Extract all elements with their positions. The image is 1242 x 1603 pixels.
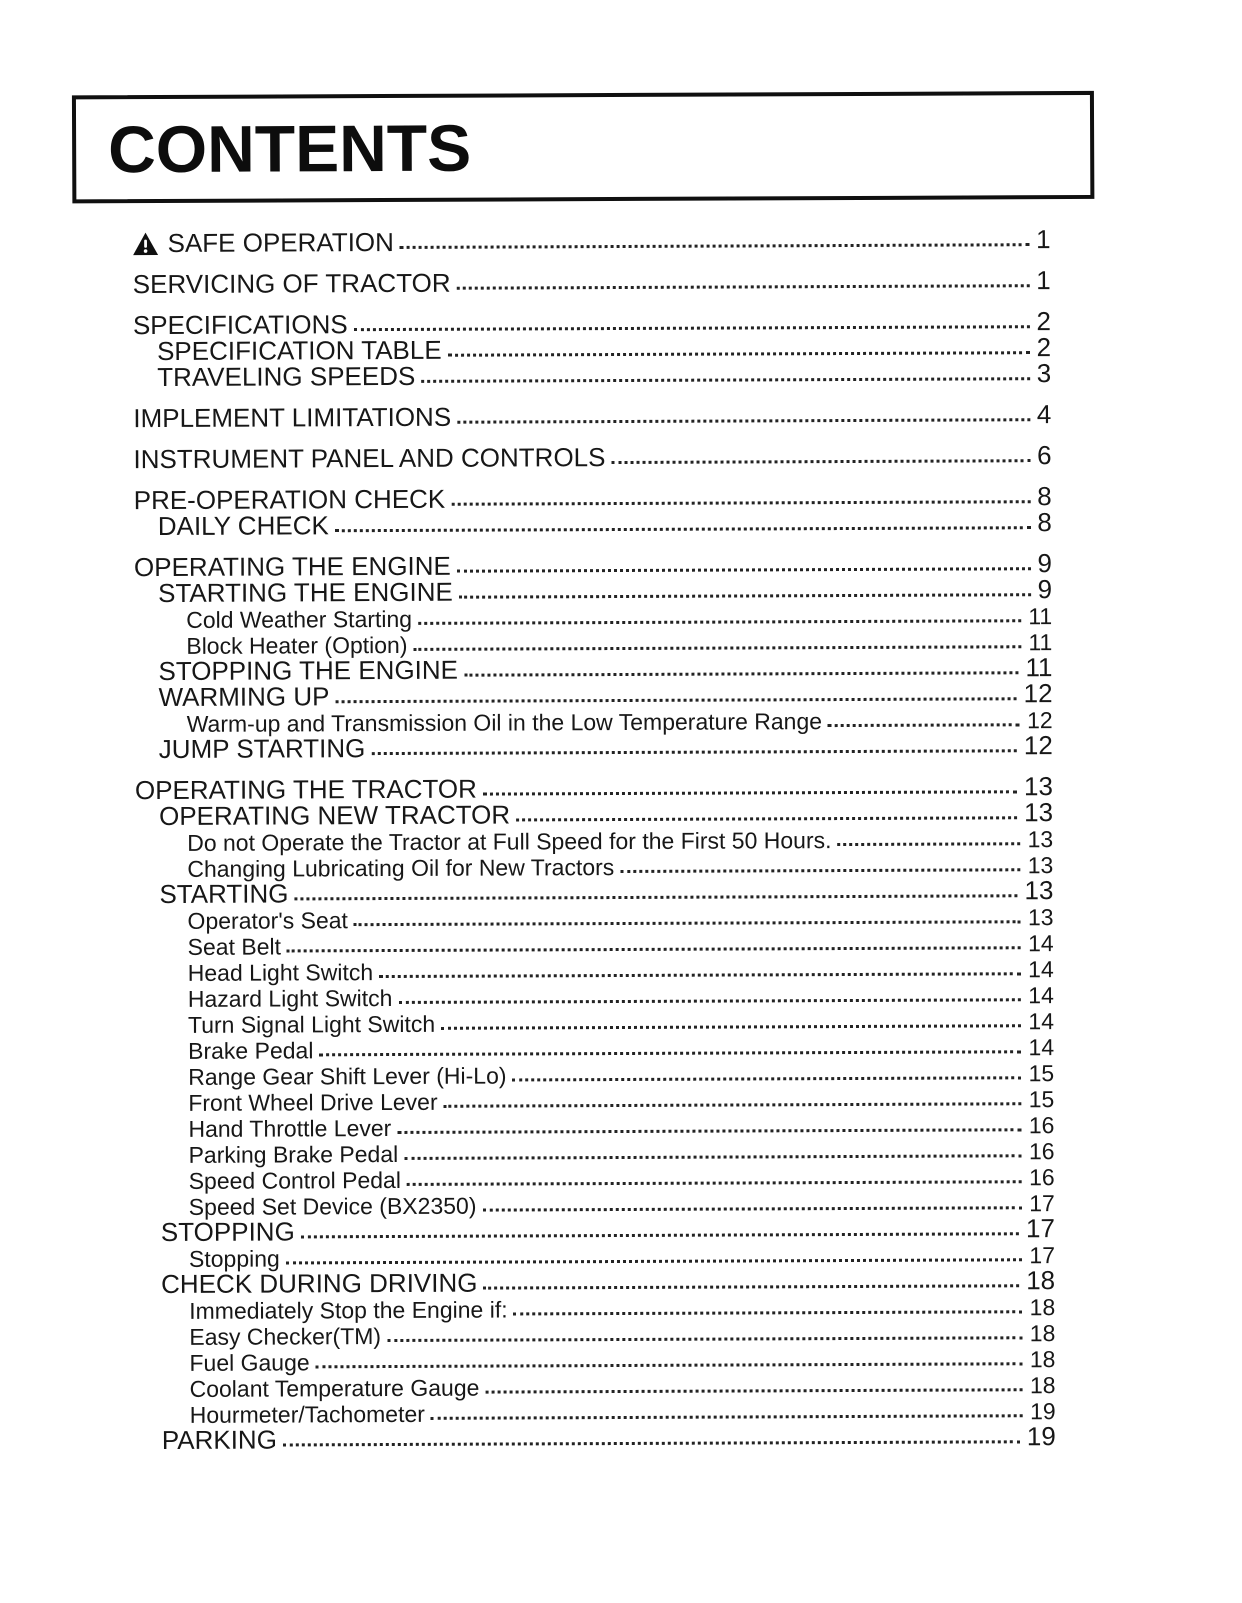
toc-list [132, 211, 1056, 1456]
page-number: 14 [1028, 1008, 1055, 1035]
toc-entry [135, 875, 1054, 910]
dot-leader [611, 459, 1030, 464]
page-number: 3 [1036, 358, 1052, 389]
toc-entry [136, 1059, 1054, 1089]
dot-leader [620, 868, 1020, 873]
toc-entry-label: Hazard Light Switch [187, 984, 393, 1012]
dot-leader [459, 593, 1031, 598]
page-number: 18 [1029, 1294, 1056, 1321]
toc-entry-label: STARTING THE ENGINE [158, 576, 453, 609]
toc-entry [134, 652, 1053, 687]
page-number: 16 [1028, 1112, 1055, 1139]
toc-entry [137, 1163, 1055, 1193]
page-title: CONTENTS [107, 110, 472, 187]
toc-entry [132, 306, 1051, 341]
page-number: 15 [1028, 1086, 1055, 1113]
page-number: 11 [1025, 652, 1053, 683]
toc-entry-label: Hand Throttle Lever [188, 1115, 392, 1142]
page-number: 2 [1036, 306, 1051, 337]
dot-leader [448, 351, 1030, 357]
page-number: 11 [1028, 629, 1053, 656]
toc-entry [136, 1033, 1054, 1063]
toc-entry-label: CHECK DURING DRIVING [161, 1267, 478, 1300]
toc-entry [138, 1421, 1056, 1456]
page-number: 9 [1037, 548, 1053, 579]
dot-leader [441, 1024, 1021, 1030]
toc-entry [134, 507, 1052, 542]
dot-leader [828, 723, 1020, 727]
dot-leader [387, 1336, 1023, 1342]
toc-entry-label: Do not Operate the Tractor at Full Speed for the First 50 Hours. [187, 827, 832, 856]
toc-entry [133, 226, 1051, 256]
toc-entry-label: Coolant Temperature Gauge [189, 1374, 480, 1402]
toc-entry [133, 440, 1052, 475]
toc-entry [137, 1319, 1055, 1349]
toc-entry-label: SPECIFICATIONS [132, 309, 348, 341]
toc-entry-label: Seat Belt [187, 933, 282, 960]
toc-entry [136, 1137, 1054, 1167]
dot-leader [457, 284, 1030, 289]
toc-entry-label: OPERATING NEW TRACTOR [159, 799, 511, 832]
toc-entry [134, 602, 1052, 632]
dot-leader [316, 1362, 1023, 1368]
dot-leader [457, 567, 1031, 573]
toc-entry-label: STARTING [159, 878, 289, 910]
dot-leader [418, 619, 1021, 625]
toc-entry-label: Cold Weather Starting [186, 605, 413, 633]
toc-entry [135, 825, 1053, 855]
page-number: 9 [1037, 574, 1053, 605]
dot-leader [294, 894, 1017, 900]
toc-entry-label: Range Gear Shift Lever (Hi-Lo) [188, 1062, 507, 1090]
page-number: 18 [1029, 1346, 1056, 1373]
page-number: 12 [1027, 707, 1053, 734]
dot-leader [335, 526, 1031, 532]
page-number: 14 [1028, 956, 1054, 983]
warning-triangle-icon [133, 232, 159, 256]
page-number: 12 [1023, 730, 1053, 761]
toc-entry-label: Changing Lubricating Oil for New Tractors [187, 854, 615, 882]
dot-leader [485, 1388, 1023, 1393]
toc-entry-label: Head Light Switch [187, 959, 374, 986]
toc-entry [132, 265, 1051, 300]
page-number: 19 [1030, 1398, 1056, 1425]
toc-entry [135, 730, 1053, 765]
toc-entry-label: Immediately Stop the Engine if: [189, 1296, 508, 1324]
dot-leader [464, 671, 1018, 676]
page-number: 18 [1029, 1372, 1056, 1399]
toc-entry [136, 1085, 1054, 1115]
page-number: 13 [1024, 797, 1054, 828]
page-number: 11 [1028, 603, 1053, 630]
toc-entry [137, 1213, 1055, 1248]
dot-leader [451, 500, 1030, 506]
toc-entry [134, 628, 1052, 658]
dot-leader [514, 1310, 1023, 1315]
dot-leader [354, 325, 1030, 331]
dot-leader [513, 1076, 1022, 1081]
toc-entry [137, 1265, 1056, 1300]
toc-entry-label: Stopping [188, 1245, 280, 1272]
toc-entry [137, 1189, 1055, 1219]
toc-entry-label: Operator's Seat [187, 907, 348, 934]
page-number: 16 [1028, 1138, 1055, 1165]
page-number: 6 [1036, 440, 1052, 471]
toc-entry [136, 981, 1054, 1011]
page-number: 17 [1029, 1242, 1056, 1269]
dot-leader [397, 1128, 1022, 1134]
dot-leader [287, 946, 1021, 952]
toc-entry [133, 399, 1052, 434]
toc-entry-label: PARKING [161, 1424, 277, 1456]
toc-entry [134, 678, 1053, 713]
dot-leader [404, 1154, 1022, 1160]
page-number: 14 [1028, 1034, 1055, 1061]
toc-entry [137, 1345, 1055, 1375]
dot-leader [335, 697, 1016, 703]
toc-entry-label: WARMING UP [158, 681, 330, 713]
toc-entry [137, 1241, 1055, 1271]
toc-entry-label: DAILY CHECK [157, 510, 329, 542]
toc-entry-label: Brake Pedal [188, 1037, 314, 1064]
toc-entry-label: STOPPING [160, 1216, 295, 1248]
toc-entry-label: Front Wheel Drive Lever [188, 1088, 438, 1116]
toc-entry-label: SAFE OPERATION [133, 229, 394, 256]
toc-entry-label: Speed Set Device (BX2350) [188, 1192, 477, 1220]
page-number: 8 [1037, 507, 1052, 538]
toc-entry [133, 481, 1052, 516]
toc-entry-label: Speed Control Pedal [188, 1166, 401, 1194]
page-number: 12 [1023, 678, 1053, 709]
page-number: 17 [1029, 1190, 1055, 1217]
dot-leader [400, 243, 1029, 249]
dot-leader [483, 1284, 1019, 1289]
toc-entry-label: PRE-OPERATION CHECK [133, 483, 446, 516]
toc-entry [133, 548, 1053, 583]
dot-leader [379, 972, 1021, 978]
dot-leader [431, 1414, 1023, 1420]
toc-entry [135, 851, 1053, 881]
dot-leader [483, 790, 1017, 795]
page-number: 14 [1028, 982, 1054, 1009]
toc-entry-label: OPERATING THE ENGINE [133, 550, 451, 583]
dot-leader [421, 377, 1029, 383]
toc-entry-label: Parking Brake Pedal [188, 1140, 399, 1168]
page-number: 14 [1027, 930, 1054, 957]
toc-entry [137, 1293, 1055, 1323]
page-number: 8 [1037, 481, 1052, 512]
dot-leader [413, 645, 1021, 651]
toc-entry-label: INSTRUMENT PANEL AND CONTROLS [133, 442, 606, 475]
toc-entry [133, 332, 1052, 367]
toc-entry [135, 797, 1054, 832]
toc-entry [138, 1371, 1056, 1401]
toc-entry-label: Block Heater (Option) [186, 631, 408, 659]
page-number: 13 [1024, 875, 1054, 906]
toc-entry [135, 706, 1053, 736]
page-number: 13 [1023, 771, 1054, 802]
dot-leader [516, 816, 1017, 821]
dot-leader [482, 1206, 1022, 1211]
page-number: 4 [1036, 399, 1052, 430]
page-number: 16 [1028, 1164, 1055, 1191]
toc-entry-label: Hourmeter/Tachometer [189, 1400, 425, 1428]
toc-entry-label: OPERATING THE TRACTOR [134, 773, 477, 806]
toc-entry-label: Warm-up and Transmission Oil in the Low Temperature Range [186, 708, 823, 737]
page-number: 19 [1026, 1421, 1056, 1452]
page-number: 13 [1027, 826, 1054, 853]
page-number: 1 [1036, 265, 1051, 296]
page-number: 15 [1028, 1060, 1055, 1087]
dot-leader [371, 749, 1017, 755]
toc-entry [135, 903, 1053, 933]
toc-entry [133, 358, 1052, 393]
page-number: 2 [1036, 332, 1052, 363]
toc-entry-label: JUMP STARTING [158, 733, 366, 765]
toc-entry-label: Fuel Gauge [189, 1349, 310, 1376]
page-number: 18 [1026, 1265, 1056, 1296]
toc-entry [136, 955, 1054, 985]
toc-entry-label: STOPPING THE ENGINE [158, 654, 459, 687]
toc-entry [136, 929, 1054, 959]
toc-entry-label: SERVICING OF TRACTOR [132, 267, 451, 300]
toc-entry [138, 1397, 1056, 1427]
dot-leader [354, 920, 1021, 926]
page-number: 17 [1025, 1213, 1055, 1244]
toc-entry [136, 1007, 1054, 1037]
dot-leader [407, 1180, 1022, 1186]
dot-leader [398, 998, 1021, 1004]
toc-entry [134, 574, 1053, 609]
dot-leader [444, 1102, 1022, 1108]
toc-entry-label: IMPLEMENT LIMITATIONS [133, 401, 452, 434]
dot-leader [457, 418, 1030, 423]
page-number: 1 [1036, 224, 1051, 255]
dot-leader [319, 1050, 1021, 1056]
dot-leader [283, 1440, 1020, 1446]
dot-leader [838, 842, 1021, 846]
dot-leader [286, 1258, 1023, 1264]
dot-leader [301, 1232, 1019, 1238]
page-number: 18 [1029, 1320, 1056, 1347]
contents-title-box [72, 91, 1094, 203]
toc-entry-label: SPECIFICATION TABLE [156, 334, 442, 367]
toc-entry [136, 1111, 1054, 1141]
toc-entry-label: Easy Checker(TM) [189, 1323, 382, 1350]
page-number: 13 [1027, 852, 1054, 879]
toc-entry-label: TRAVELING SPEEDS [157, 360, 416, 393]
toc-entry [134, 771, 1054, 806]
page-number: 13 [1027, 904, 1054, 931]
toc-entry-label: Turn Signal Light Switch [187, 1010, 436, 1038]
